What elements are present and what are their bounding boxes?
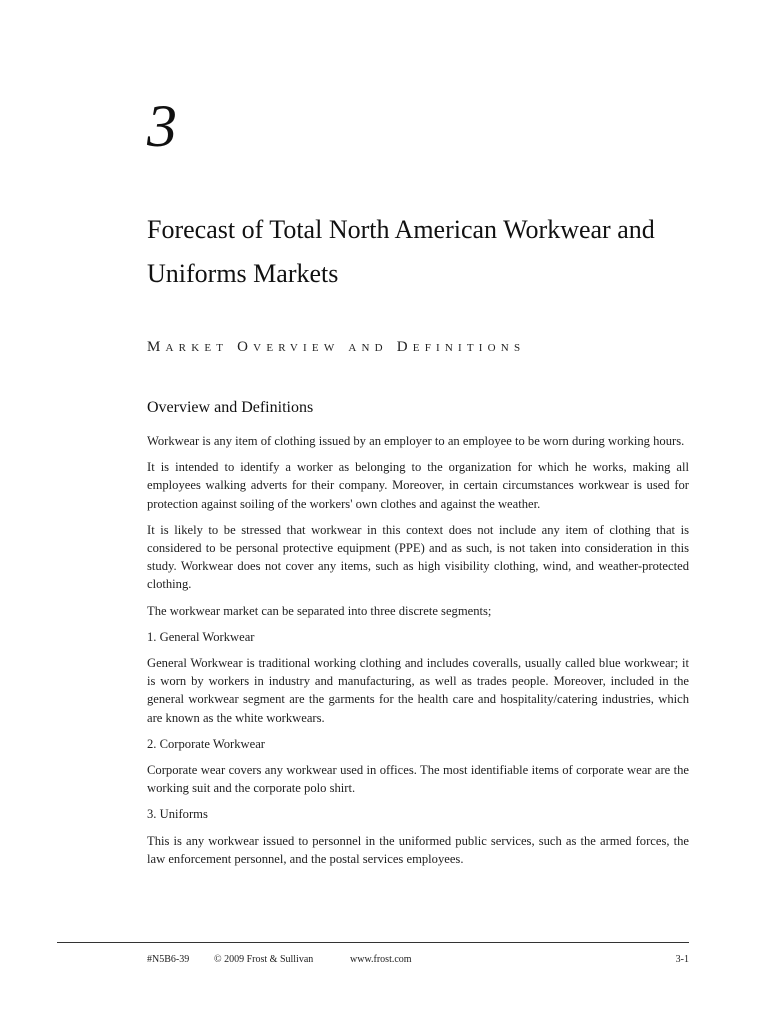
segment-heading-general: 1. General Workwear xyxy=(147,629,255,644)
paragraph-corporate-workwear: Corporate wear covers any workwear used in offices. The most identifiable items of corporate wear are the working suit and the corporate polo shirt. xyxy=(147,763,689,796)
paragraph-general-workwear: General Workwear is traditional working clothing and includes coveralls, usually called blue workwear; it is worn by workers in industry and manufacturing, as well as trades people. Moreover, included in the general workwear segment are the garments for the health care and hospitality/catering industries, which are known as the white workwears. xyxy=(147,656,689,725)
chapter-number: 3 xyxy=(147,93,177,159)
footer-page-number: 3-1 xyxy=(675,954,689,965)
paragraph-workwear-definition: Workwear is any item of clothing issued by an employer to an employee to be worn during working hours. xyxy=(147,434,685,448)
segment-heading-corporate: 2. Corporate Workwear xyxy=(147,736,266,751)
footer-rule xyxy=(57,942,689,943)
footer-url[interactable]: www.frost.com xyxy=(350,954,412,965)
paragraph-ppe-exclusion: It is likely to be stressed that workwear in this context does not include any item of clothing that is considered to be personal protective equipment (PPE) and as such, is not taken into consideration in this study. Workwear does not cover any items, such as high visibility clothing, wind, and weather-protected clothing. xyxy=(147,522,689,592)
footer-copyright: © 2009 Frost & Sullivan xyxy=(214,954,314,965)
section-heading: Market Overview and Definitions xyxy=(147,339,526,355)
paragraph-uniforms: This is any workwear issued to personnel in the uniformed public services, such as the armed forces, the law enforcement personnel, and the postal services employees. xyxy=(147,833,689,866)
subsection-heading: Overview and Definitions xyxy=(147,399,314,416)
body-text xyxy=(147,432,689,876)
paragraph-worker-identification: It is intended to identify a worker as belonging to the organization for which he works, making all employees walking adverts for their company. Moreover, in certain circumstances workwear is used for protection against soiling of the workers' own clothes and against the weather. xyxy=(147,460,689,511)
chapter-title: Forecast of Total North American Workwear and Uniforms Markets xyxy=(147,215,655,288)
paragraph-segments-intro: The workwear market can be separated into three discrete segments; xyxy=(147,603,492,618)
footer-doc-id: #N5B6-39 xyxy=(147,954,190,965)
segment-heading-uniforms: 3. Uniforms xyxy=(147,807,208,822)
